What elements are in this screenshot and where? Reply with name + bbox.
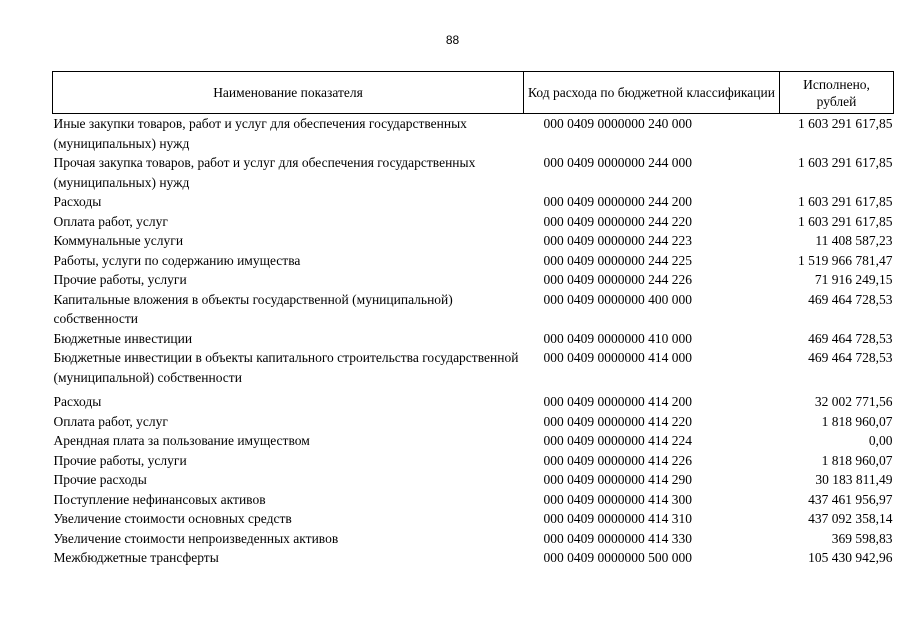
- table-row: [53, 329, 894, 349]
- table-row: [53, 412, 894, 432]
- table-row: [53, 431, 894, 451]
- row-name: Арендная плата за пользование имуществом: [53, 433, 310, 448]
- table-row: [53, 270, 894, 290]
- row-code: 000 0409 0000000 244 225: [543, 252, 692, 268]
- row-name: Прочая закупка товаров, работ и услуг для обеспечения государственных (муниципальных) нужд: [53, 155, 476, 190]
- row-code: 000 0409 0000000 414 290: [543, 472, 692, 487]
- row-code: 000 0409 0000000 414 226: [543, 452, 692, 468]
- table-row: [53, 348, 894, 387]
- table-row: [53, 451, 894, 471]
- table-row: [53, 251, 894, 271]
- header-indicator-name: Наименование показателя: [53, 72, 524, 114]
- row-name: Прочие работы, услуги: [53, 452, 187, 468]
- row-amount: 369 598,83: [831, 530, 893, 546]
- row-name: Оплата работ, услуг: [53, 213, 168, 229]
- row-name: Работы, услуги по содержанию имущества: [53, 252, 301, 268]
- row-amount: 71 916 249,15: [814, 272, 893, 287]
- row-code: 000 0409 0000000 240 000: [543, 116, 692, 131]
- row-name: Бюджетные инвестиции в объекты капитального строительства государственной (муниципальной) собственности: [53, 350, 519, 385]
- row-code: 000 0409 0000000 414 220: [543, 413, 692, 429]
- row-amount: 1 603 291 617,85: [798, 155, 893, 170]
- row-code: 000 0409 0000000 414 310: [543, 511, 692, 526]
- table-row: [53, 548, 894, 568]
- header-budget-code: Код расхода по бюджетной классификации: [524, 72, 780, 114]
- row-amount: 437 092 358,14: [808, 511, 893, 526]
- row-code: 000 0409 0000000 414 330: [543, 530, 692, 546]
- table-row: [53, 509, 894, 529]
- row-name: Прочие расходы: [53, 472, 147, 487]
- table-row: [53, 114, 894, 154]
- row-amount: 105 430 942,96: [808, 550, 893, 565]
- row-amount: 0,00: [868, 433, 893, 448]
- row-amount: 469 464 728,53: [808, 291, 893, 307]
- row-name: Увеличение стоимости основных средств: [53, 511, 292, 526]
- row-code: 000 0409 0000000 244 220: [543, 213, 692, 229]
- table-row: [53, 192, 894, 212]
- row-amount: 32 002 771,56: [814, 394, 893, 409]
- row-name: Бюджетные инвестиции: [53, 330, 193, 346]
- row-code: 000 0409 0000000 244 200: [543, 194, 692, 209]
- row-amount: 1 603 291 617,85: [798, 116, 893, 131]
- row-code: 000 0409 0000000 414 224: [543, 433, 692, 448]
- row-amount: 1 519 966 781,47: [798, 252, 893, 268]
- row-amount: 11 408 587,23: [815, 233, 893, 248]
- table-row: [53, 153, 894, 192]
- table-header-row: [53, 72, 894, 114]
- row-name: Поступление нефинансовых активов: [53, 491, 266, 507]
- header-executed-amount: Исполнено, рублей: [780, 72, 894, 114]
- table-row: [53, 212, 894, 232]
- row-code: 000 0409 0000000 500 000: [543, 550, 692, 565]
- row-name: Оплата работ, услуг: [53, 413, 168, 429]
- row-amount: 469 464 728,53: [808, 330, 893, 346]
- row-code: 000 0409 0000000 244 226: [543, 272, 692, 287]
- row-name: Увеличение стоимости непроизведенных активов: [53, 530, 339, 546]
- table-row: [53, 470, 894, 490]
- table-row: [53, 529, 894, 549]
- table-row: [53, 290, 894, 329]
- row-name: Расходы: [53, 194, 102, 209]
- row-code: 000 0409 0000000 244 223: [543, 233, 692, 248]
- row-code: 000 0409 0000000 244 000: [543, 155, 692, 170]
- row-amount: 469 464 728,53: [808, 350, 893, 365]
- row-name: Прочие работы, услуги: [53, 272, 187, 287]
- row-name: Расходы: [53, 394, 102, 409]
- table-row: [53, 490, 894, 510]
- row-amount: 1 603 291 617,85: [798, 194, 893, 209]
- row-name: Капитальные вложения в объекты государственной (муниципальной) собственности: [53, 291, 453, 326]
- row-amount: 30 183 811,49: [815, 472, 893, 487]
- row-code: 000 0409 0000000 414 300: [543, 491, 692, 507]
- page-number: 88: [445, 33, 460, 47]
- table-row: [53, 231, 894, 251]
- row-code: 000 0409 0000000 400 000: [543, 291, 692, 307]
- row-amount: 1 818 960,07: [821, 413, 893, 429]
- table-row: [53, 387, 894, 412]
- row-code: 000 0409 0000000 410 000: [543, 330, 692, 346]
- row-name: Межбюджетные трансферты: [53, 550, 219, 565]
- row-code: 000 0409 0000000 414 000: [543, 350, 692, 365]
- row-amount: 1 818 960,07: [821, 452, 893, 468]
- row-amount: 437 461 956,97: [808, 491, 893, 507]
- expenditure-table: [52, 71, 894, 568]
- row-code: 000 0409 0000000 414 200: [543, 394, 692, 409]
- row-name: Коммунальные услуги: [53, 233, 184, 248]
- row-name: Иные закупки товаров, работ и услуг для обеспечения государственных (муниципальных) нужд: [53, 116, 467, 151]
- row-amount: 1 603 291 617,85: [798, 213, 893, 229]
